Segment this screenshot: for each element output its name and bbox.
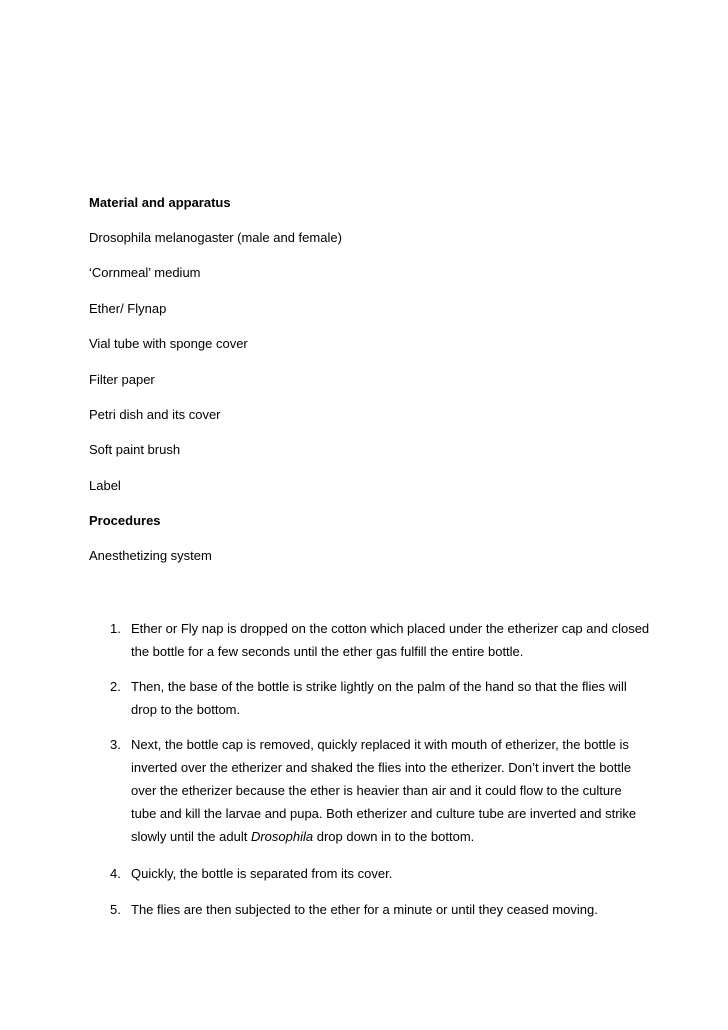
step-text-part: Next, the bottle cap is removed, quickly replaced it with mouth of etherizer, the bottle is inverted over the etherizer and shaked the flies into the etherizer. Don’t invert the bottle over the etherizer because the ether is heavier than air and it could flow to the culture tube and kill the larvae and pupa. Both etherizer and culture tube are inverted and strike slowly until the adult <box>131 737 637 844</box>
procedure-step <box>110 862 650 885</box>
procedure-step <box>110 617 650 663</box>
material-item: Drosophila melanogaster (male and female) <box>89 230 342 245</box>
step-text: The flies are then subjected to the ether for a minute or until they ceased moving. <box>131 902 598 917</box>
procedure-step <box>110 898 650 921</box>
step-number: 5. <box>110 902 121 917</box>
step-text-italic: Drosophila <box>250 829 314 844</box>
step-number: 3. <box>110 737 121 752</box>
step-number: 2. <box>110 679 121 694</box>
step-text-part: drop down in to the bottom. <box>313 829 475 844</box>
material-item: Petri dish and its cover <box>89 407 221 422</box>
step-number: 4. <box>110 866 121 881</box>
material-heading: Material and apparatus <box>89 195 231 210</box>
step-text: Ether or Fly nap is dropped on the cotton which placed under the etherizer cap and closed the bottle for a few seconds until the ether gas fulfill the entire bottle. <box>131 621 650 659</box>
step-text <box>131 733 650 848</box>
material-item: Ether/ Flynap <box>89 301 167 316</box>
procedures-subheading: Anesthetizing system <box>89 548 212 563</box>
step-text: Quickly, the bottle is separated from its cover. <box>131 866 393 881</box>
procedure-step <box>110 733 650 848</box>
material-item: ‘Cornmeal’ medium <box>89 265 201 280</box>
step-number: 1. <box>110 621 121 636</box>
procedure-step <box>110 675 650 721</box>
step-text: Then, the base of the bottle is strike lightly on the palm of the hand so that the flies will drop to the bottom. <box>131 679 627 717</box>
material-item: Vial tube with sponge cover <box>89 336 248 351</box>
procedures-heading: Procedures <box>89 513 161 528</box>
material-item: Soft paint brush <box>89 442 181 457</box>
material-item: Filter paper <box>89 372 155 387</box>
material-item: Label <box>89 478 121 493</box>
